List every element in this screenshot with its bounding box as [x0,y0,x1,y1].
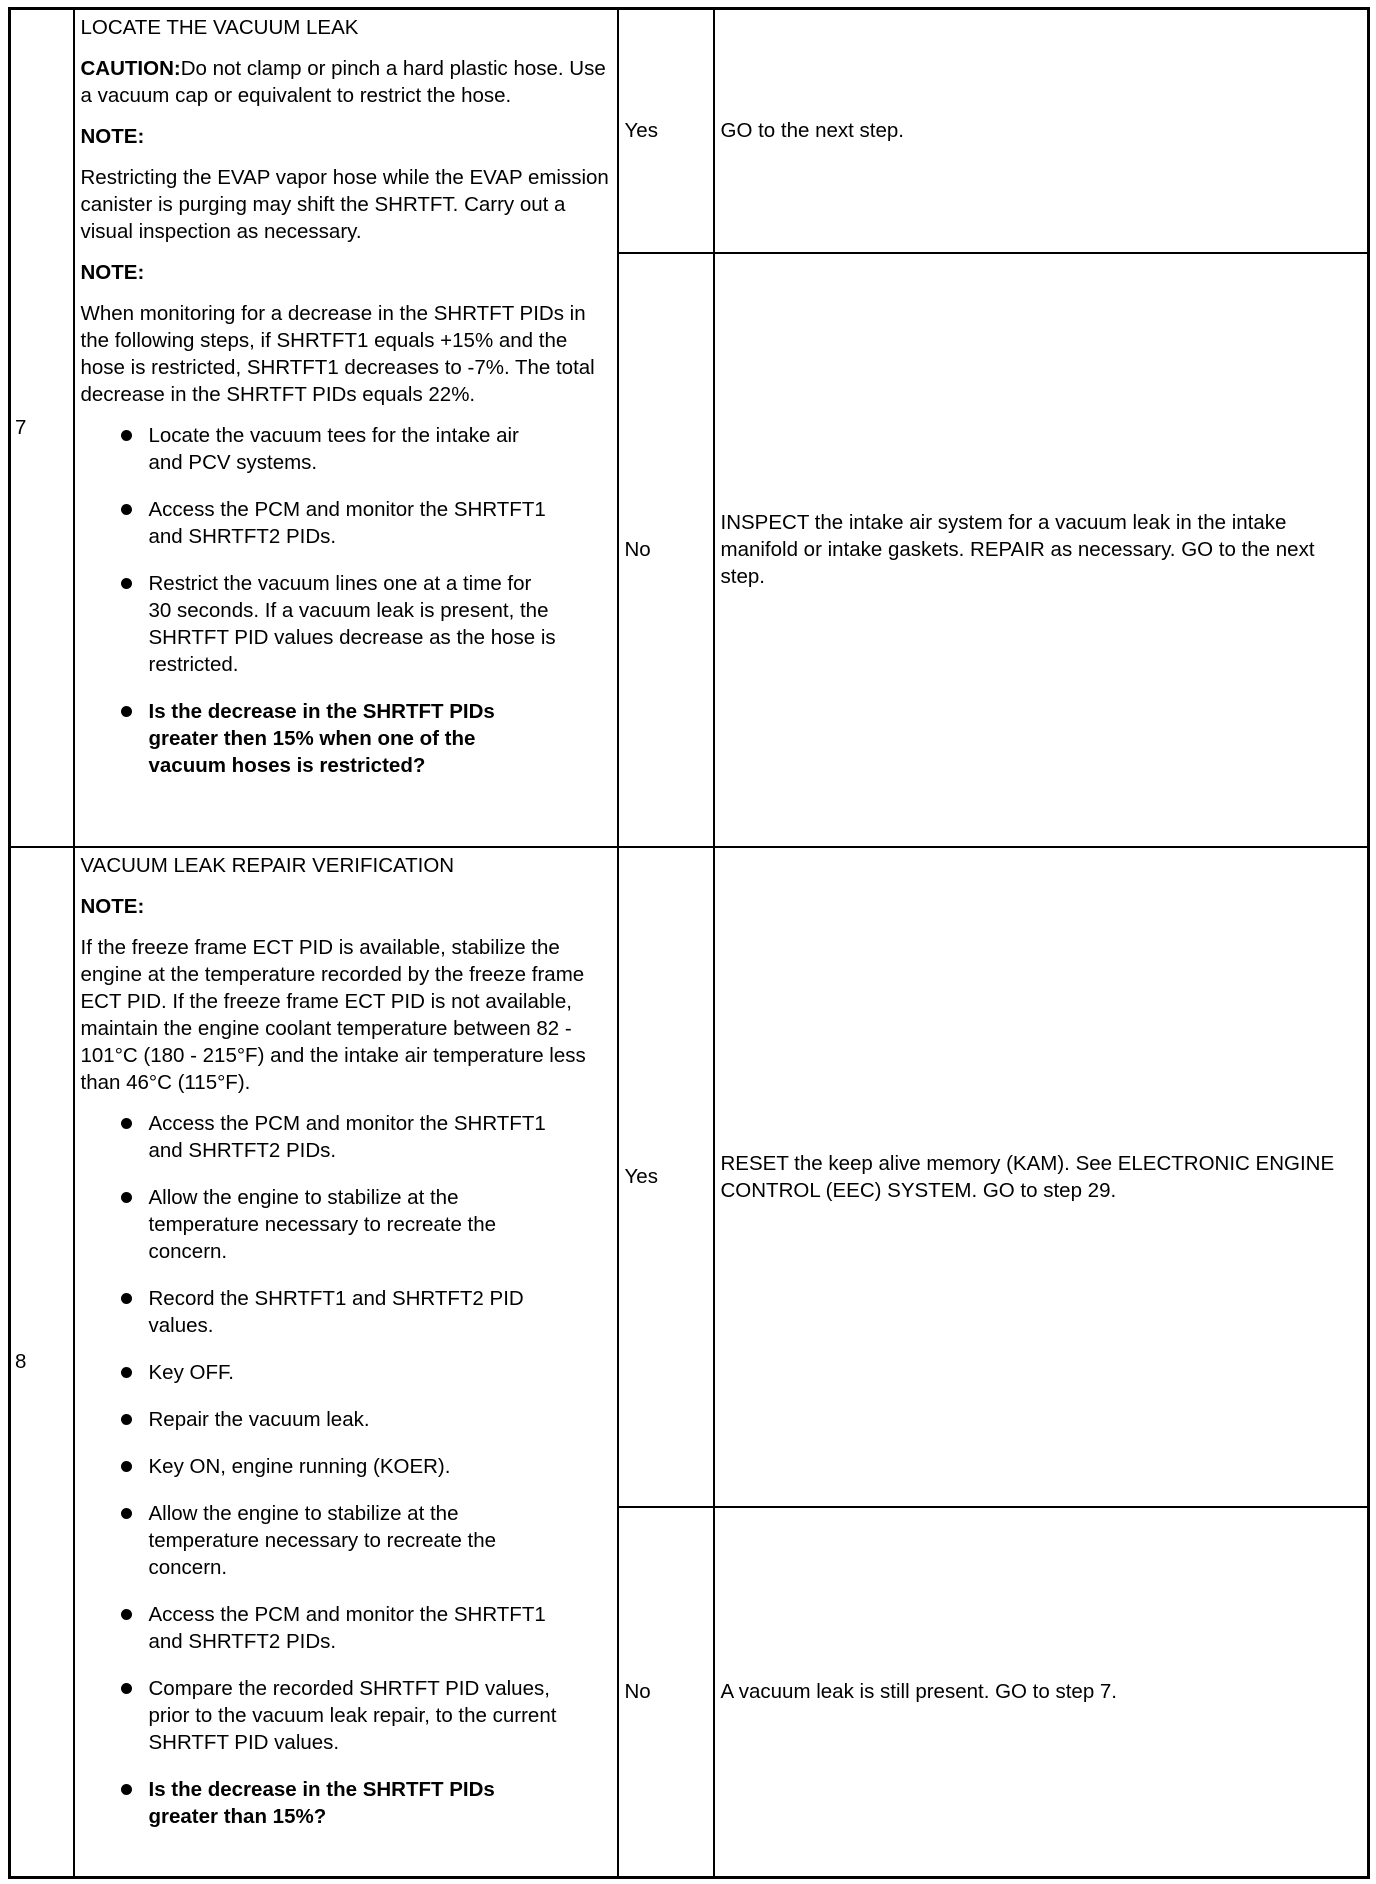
note-text: When monitoring for a decrease in the SHRTFT PIDs in the following steps, if SHRTFT1 equals +15% and the hose is restricted, SHRTFT1 decreases to -7%. The total decrease in the SHRTFT PIDs equals 22%. [80,302,595,406]
note-text: Restricting the EVAP vapor hose while the EVAP emission canister is purging may shift the SHRTFT. Carry out a visual inspection as necessary. [80,166,609,243]
procedure-list [81,422,611,779]
list-item: Key ON, engine running (KOER). [81,1453,559,1480]
result-no: No [618,253,714,847]
test-procedure [74,847,618,1878]
step-7-yes-row [10,9,1369,253]
test-procedure [74,9,618,847]
bullet-icon [121,1192,132,1203]
list-item: Record the SHRTFT1 and SHRTFT2 PID values. [81,1285,559,1339]
list-item: Compare the recorded SHRTFT PID values, prior to the vacuum leak repair, to the current SHRTFT PID values. [81,1675,559,1756]
bullet-icon [121,1461,132,1472]
bullet-icon [121,1784,132,1795]
diagnostic-table [8,7,1370,1879]
list-item: Repair the vacuum leak. [81,1406,559,1433]
result-yes: Yes [618,9,714,253]
bullet-icon [121,504,132,515]
action-yes: RESET the keep alive memory (KAM). See ELECTRONIC ENGINE CONTROL (EEC) SYSTEM. GO to step 29. [714,847,1369,1507]
action-yes: GO to the next step. [714,9,1369,253]
step-title: LOCATE THE VACUUM LEAK [80,16,359,39]
bullet-icon [121,706,132,717]
bullet-icon [121,1367,132,1378]
bullet-icon [121,578,132,589]
bullet-icon [121,1508,132,1519]
list-item: Key OFF. [81,1359,559,1386]
caution-block [81,55,611,109]
caution-text: Do not clamp or pinch a hard plastic hose. Use a vacuum cap or equivalent to restrict the hose. [80,57,606,107]
procedure-list [81,1110,611,1830]
list-item: Access the PCM and monitor the SHRTFT1 and SHRTFT2 PIDs. [81,496,559,550]
note-label: NOTE: [80,261,145,284]
list-item: Access the PCM and monitor the SHRTFT1 and SHRTFT2 PIDs. [81,1601,559,1655]
question-item: Is the decrease in the SHRTFT PIDs greater than 15%? [81,1776,559,1830]
step-number: 7 [10,9,74,847]
bullet-icon [121,1293,132,1304]
list-item: Restrict the vacuum lines one at a time for 30 seconds. If a vacuum leak is present, the SHRTFT PID values decrease as the hose is restricted. [81,570,559,678]
note-text: If the freeze frame ECT PID is available, stabilize the engine at the temperature recorded by the freeze frame ECT PID. If the freeze frame ECT PID is not available, maintain the engine coolant temperature between 82 - 101°C (180 - 215°F) and the intake air temperature less than 46°C (115°F). [80,935,586,1094]
bullet-icon [121,1118,132,1129]
list-item: Allow the engine to stabilize at the temperature necessary to recreate the concern. [81,1184,559,1265]
bullet-icon [121,1414,132,1425]
action-no: INSPECT the intake air system for a vacuum leak in the intake manifold or intake gaskets. REPAIR as necessary. GO to the next step. [714,253,1369,847]
caution-label: CAUTION: [80,57,181,80]
question-item: Is the decrease in the SHRTFT PIDs greater then 15% when one of the vacuum hoses is restricted? [81,698,559,779]
result-no: No [618,1507,714,1878]
step-number: 8 [10,847,74,1878]
bullet-icon [121,1609,132,1620]
list-item: Locate the vacuum tees for the intake air and PCV systems. [81,422,559,476]
step-title: VACUUM LEAK REPAIR VERIFICATION [80,853,455,877]
list-item: Allow the engine to stabilize at the temperature necessary to recreate the concern. [81,1500,559,1581]
step-8-yes-row [10,847,1369,1507]
note-label: NOTE: [80,125,145,148]
list-item: Access the PCM and monitor the SHRTFT1 and SHRTFT2 PIDs. [81,1110,559,1164]
note-label: NOTE: [80,894,145,918]
bullet-icon [121,430,132,441]
action-no: A vacuum leak is still present. GO to step 7. [714,1507,1369,1878]
bullet-icon [121,1683,132,1694]
result-yes: Yes [618,847,714,1507]
